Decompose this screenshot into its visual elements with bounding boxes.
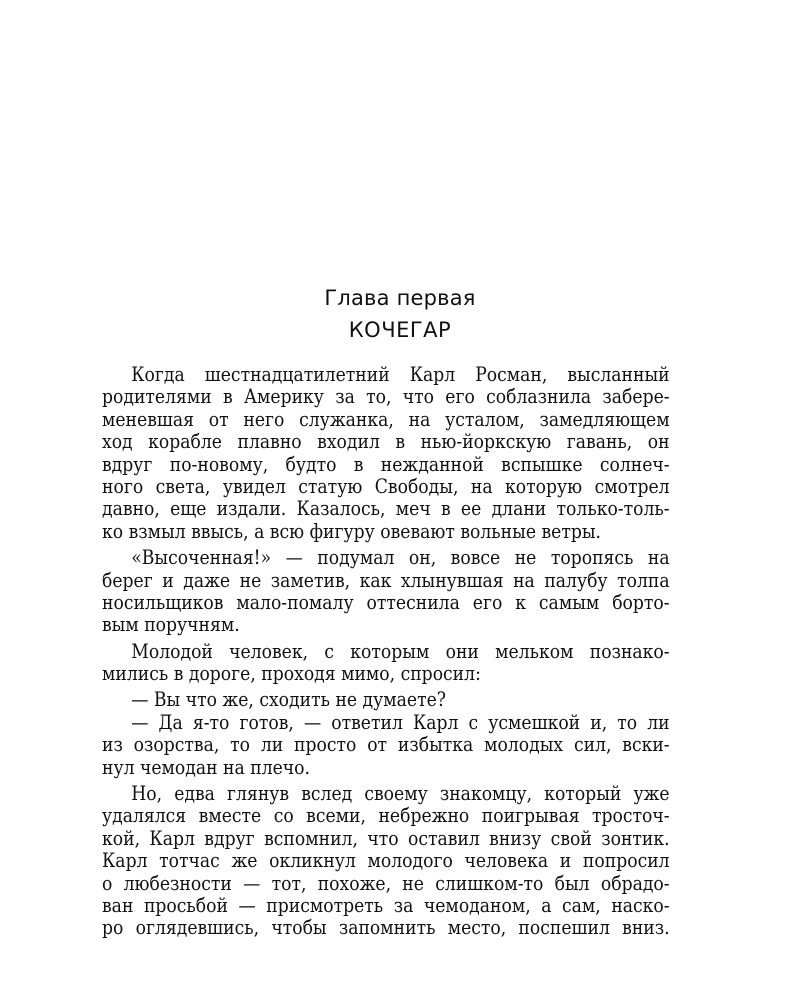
text-line: давно, еще издали. Казалось, меч в ее длани только-толь- (102, 496, 670, 521)
text-line: мились в дороге, проходя мимо, спросил: (102, 661, 481, 686)
body-text (102, 363, 670, 943)
text-line: ко взмыл ввысь, а всю фигуру овевают вольные ветры. (102, 518, 602, 543)
text-line: — Да я-то готов, — ответил Карл с усмешкой и, то ли (131, 709, 670, 734)
text-line: удалялся вместе со всеми, небрежно поигрывая тросточ- (102, 803, 670, 828)
paragraph (102, 688, 670, 710)
text-line: Когда шестнадцатилетний Карл Росман, высланный (131, 362, 670, 386)
text-line: вдруг по-новому, будто в нежданной вспышке солнеч- (102, 451, 670, 476)
text-line: носильщиков мало-помалу оттеснила его к самым борто- (102, 589, 670, 614)
text-line: Карл тотчас же окликнул молодого человека и попросил (102, 848, 670, 873)
text-line: ход корабле плавно входил в нью-йоркскую гавань, он (102, 429, 670, 454)
text-line: из озорства, то ли просто от избытка молодых сил, вски- (102, 732, 670, 757)
text-line: ван просьбой — присмотреть за чемоданом, а сам, наско- (102, 892, 670, 917)
text-line: — Вы что же, сходить не думаете? (131, 687, 447, 712)
text-line: Молодой человек, с которым они мельком познако- (131, 638, 670, 663)
text-line: меневшая от него служанка, на усталом, замедляющем (102, 406, 670, 431)
text-line: берег и даже не заметив, как хлынувшая на палубу толпа (102, 567, 670, 592)
text-line: кой, Карл вдруг вспомнил, что оставил внизу свой зонтик. (102, 825, 670, 850)
paragraph (102, 546, 670, 636)
text-line: «Высоченная!» — подумал он, вовсе не торопясь на (131, 545, 670, 570)
chapter-label: Глава первая (324, 286, 476, 310)
paragraph (102, 782, 670, 939)
text-line: нул чемодан на плечо. (102, 754, 310, 779)
paragraph (102, 711, 670, 778)
paragraph (102, 640, 670, 685)
text-line: Но, едва глянув вслед своему знакомцу, который уже (131, 781, 670, 806)
text-line: ного света, увидел статую Свободы, на которую смотрел (102, 473, 670, 498)
text-line: ро оглядевшись, чтобы запомнить место, поспешил вниз. (102, 915, 670, 940)
chapter-title: КОЧЕГАР (348, 318, 452, 342)
text-line: родителями в Америку за то, что его соблазнила забере- (102, 384, 670, 409)
paragraph (102, 363, 670, 542)
text-line: о любезности — тот, похоже, не слишком-то был обрадо- (102, 870, 670, 895)
text-line: вым поручням. (102, 612, 240, 637)
